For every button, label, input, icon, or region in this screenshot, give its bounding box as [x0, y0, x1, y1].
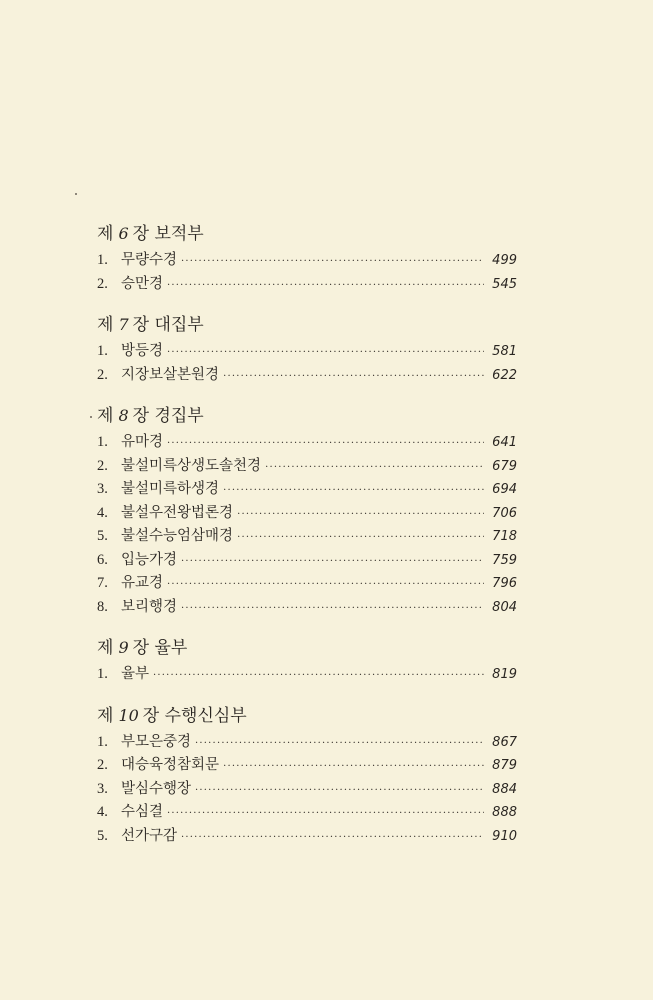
dot-leader	[167, 573, 484, 597]
entry-index: 1.	[97, 434, 108, 450]
chapter-title	[97, 704, 517, 728]
dot-leader	[153, 664, 484, 688]
chapter-number: 10	[118, 705, 139, 725]
entry-page: 641	[492, 435, 517, 450]
entry-index: 3.	[97, 780, 108, 797]
chapter-title	[97, 222, 517, 246]
dot-leader	[223, 365, 484, 389]
toc-entry[interactable]	[97, 572, 517, 596]
dot-leader	[195, 732, 484, 756]
toc-entry[interactable]	[97, 478, 517, 502]
entry-title: 무량수경	[121, 252, 178, 268]
toc-entry[interactable]	[97, 801, 517, 825]
toc-entry[interactable]	[97, 502, 517, 526]
dot-leader	[237, 526, 484, 550]
entry-title: 불설미륵상생도솔천경	[121, 457, 262, 474]
toc-entry[interactable]	[97, 549, 517, 573]
chapter-prefix: 제	[97, 705, 114, 726]
toc-entry[interactable]	[97, 825, 517, 849]
entry-page: 499	[492, 253, 517, 268]
entry-page: 819	[492, 667, 517, 682]
entry-index: 6.	[97, 551, 108, 568]
chapter-number: 7	[118, 315, 129, 334]
chapter-8	[97, 404, 517, 619]
chapter-suffix: 장 보적부	[132, 224, 204, 244]
entry-page: 910	[492, 828, 517, 844]
entry-title: 대승육정참회문	[121, 757, 220, 773]
entry-index: 5.	[97, 528, 108, 544]
chapter-number: 8	[118, 406, 129, 425]
paper-speck	[90, 416, 92, 418]
paper-speck	[75, 193, 77, 195]
entry-index: 5.	[97, 827, 108, 844]
entry-title: 입능가경	[121, 551, 178, 568]
chapter-6	[97, 222, 517, 296]
toc-entry[interactable]	[97, 754, 517, 778]
chapter-prefix: 제	[97, 638, 114, 658]
dot-leader	[181, 550, 484, 574]
entry-title: 수심결	[121, 804, 164, 820]
chapter-title	[97, 404, 517, 428]
entry-index: 1.	[97, 733, 108, 750]
dot-leader	[195, 779, 484, 803]
chapter-number: 9	[118, 638, 129, 657]
chapter-title	[97, 313, 517, 337]
entry-title: 선가구감	[121, 827, 178, 844]
chapter-suffix: 장 경집부	[132, 406, 204, 426]
entry-title: 유마경	[121, 434, 164, 450]
chapter-title	[97, 636, 517, 660]
entry-title: 불설수능엄삼매경	[121, 528, 234, 544]
entry-index: 1.	[97, 666, 108, 682]
entry-title: 보리행경	[121, 598, 178, 615]
entry-title: 율부	[121, 666, 150, 682]
entry-index: 1.	[97, 343, 108, 359]
entry-index: 3.	[97, 481, 108, 497]
entry-page: 581	[492, 344, 517, 359]
entry-index: 4.	[97, 504, 108, 521]
entry-page: 706	[492, 505, 517, 521]
chapter-7	[97, 313, 517, 387]
chapter-prefix: 제	[97, 406, 114, 426]
chapter-suffix: 장 대집부	[132, 315, 204, 335]
chapter-10	[97, 704, 517, 849]
chapter-prefix: 제	[97, 315, 114, 335]
entry-page: 884	[492, 781, 517, 797]
toc-entry[interactable]	[97, 731, 517, 755]
chapter-suffix: 장 율부	[132, 638, 188, 658]
entry-index: 8.	[97, 598, 108, 615]
entry-title: 불설우전왕법론경	[121, 504, 234, 521]
chapter-number: 6	[118, 224, 129, 243]
entry-page: 545	[492, 276, 517, 292]
entry-page: 867	[492, 734, 517, 750]
toc-entry[interactable]	[97, 455, 517, 479]
dot-leader	[181, 826, 484, 850]
toc-entry[interactable]	[97, 525, 517, 549]
entry-index: 2.	[97, 275, 108, 292]
toc-entry[interactable]	[97, 340, 517, 364]
entry-index: 2.	[97, 366, 108, 383]
toc-entry[interactable]	[97, 273, 517, 297]
toc-entry[interactable]	[97, 364, 517, 388]
entry-title: 지장보살본원경	[121, 366, 220, 383]
toc-entry[interactable]	[97, 663, 517, 687]
dot-leader	[181, 250, 484, 274]
toc-entry[interactable]	[97, 596, 517, 620]
entry-page: 718	[492, 529, 517, 544]
entry-page: 622	[492, 367, 517, 383]
chapter-suffix: 장 수행신심부	[142, 705, 247, 726]
entry-page: 694	[492, 482, 517, 497]
entry-page: 888	[492, 805, 517, 820]
toc-entry[interactable]	[97, 778, 517, 802]
entry-title: 불설미륵하생경	[121, 481, 220, 497]
entry-index: 7.	[97, 575, 108, 591]
dot-leader	[181, 597, 484, 621]
entry-title: 유교경	[121, 575, 164, 591]
entry-title: 승만경	[121, 275, 164, 292]
entry-title: 방등경	[121, 343, 164, 359]
entry-index: 2.	[97, 457, 108, 474]
entry-page: 879	[492, 758, 517, 773]
entry-title: 부모은중경	[121, 733, 192, 750]
entry-page: 759	[492, 552, 517, 568]
table-of-contents	[97, 222, 517, 865]
entry-index: 1.	[97, 252, 108, 268]
chapter-prefix: 제	[97, 224, 114, 244]
entry-page: 796	[492, 576, 517, 591]
entry-page: 804	[492, 599, 517, 615]
entry-title: 발심수행장	[121, 780, 192, 797]
entry-index: 4.	[97, 804, 108, 820]
dot-leader	[223, 755, 484, 779]
dot-leader	[167, 432, 484, 456]
entry-index: 2.	[97, 757, 108, 773]
dot-leader	[265, 456, 484, 480]
entry-page: 679	[492, 458, 517, 474]
dot-leader	[237, 503, 484, 527]
dot-leader	[167, 341, 484, 365]
dot-leader	[167, 274, 484, 298]
chapter-9	[97, 636, 517, 687]
dot-leader	[167, 802, 484, 826]
dot-leader	[223, 479, 484, 503]
toc-entry[interactable]	[97, 249, 517, 273]
toc-entry[interactable]	[97, 431, 517, 455]
